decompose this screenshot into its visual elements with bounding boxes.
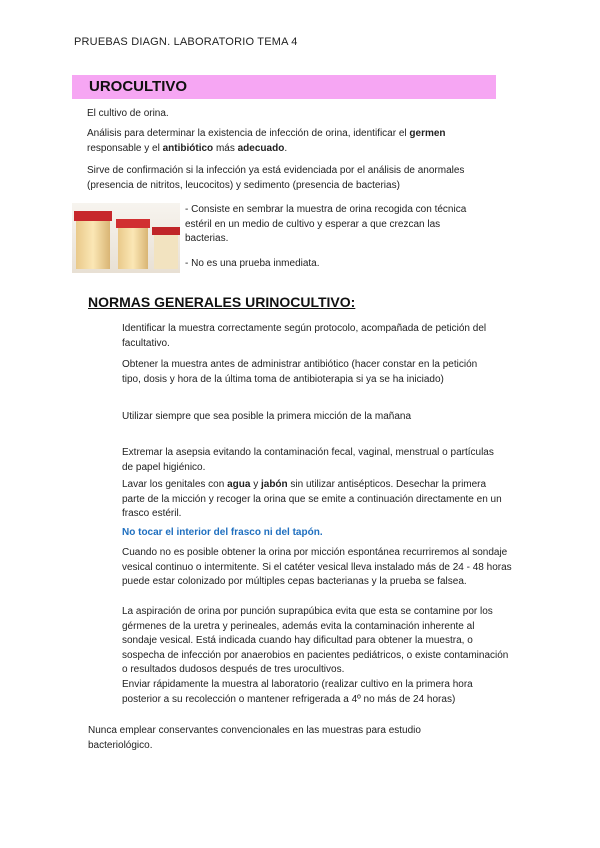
rule-1: Identificar la muestra correctamente según protocolo, acompañada de petición del facultativo.: [122, 323, 487, 349]
page-header: PRUEBAS DIAGN. LABORATORIO TEMA 4: [74, 36, 298, 48]
urine-cups-icon: [72, 203, 180, 273]
rule-9: Enviar rápidamente la muestra al laboratorio (realizar cultivo en la primera hora posterior a su recolección o mantener refrigerada a 4º no más de 24 horas): [122, 679, 473, 705]
rule-6-warning: No tocar el interior del frasco ni del tapón.: [122, 527, 323, 538]
intro-line-2: Análisis para determinar la existencia de infección de orina, identificar el germen responsable y el antibiótico más adecuado.: [87, 128, 446, 154]
rule-2: Obtener la muestra antes de administrar antibiótico (hacer constar en la petición tipo, dosis y hora de la última toma de antibioterapia si ya se ha iniciado): [122, 359, 478, 385]
rule-7: Cuando no es posible obtener la orina por micción espontánea recurriremos al sondaje vesical continuo o intermitente. Si el catéter vesical lleva instalado más de 24 - 48 horas puede estar colonizado por múltiples cepas bacterianas y la prueba se falsea.: [122, 547, 512, 587]
rule-10: Nunca emplear conservantes convencionales en las muestras para estudio bacteriológico.: [88, 725, 421, 751]
bullet-1: - Consiste en sembrar la muestra de orina recogida con técnica estéril en un medio de cultivo y esperar a que crezcan las bacterias.: [185, 204, 467, 244]
rule-3: Utilizar siempre que sea posible la primera micción de la mañana: [122, 411, 412, 422]
rule-8: La aspiración de orina por punción suprapúbica evita que esta se contamine por los gérmenes de la uretra y perineales, además evita la contaminación inherente al sondaje vesical. Está indicada cuando hay dificultad para obtener la muestra, o sospecha de infección por anaerobios en pacientes pediátricos, o existe contaminación o resultados dudosos después de tres urocultivos.: [122, 606, 509, 675]
rule-5: Lavar los genitales con agua y jabón sin utilizar antisépticos. Desechar la primera parte de la micción y recoger la orina que se emite a continuación directamente en un frasco estéril.: [122, 479, 502, 519]
intro-line-3: Sirve de confirmación si la infección ya está evidenciada por el análisis de anormales (presencia de nitritos, leucocitos) y sedimento (presencia de bacterias): [87, 165, 465, 191]
intro-line-1: El cultivo de orina.: [87, 108, 169, 119]
rule-4: Extremar la asepsia evitando la contaminación fecal, vaginal, menstrual o partículas de papel higiénico.: [122, 447, 494, 473]
urine-sample-photo: [72, 203, 180, 273]
page-title: UROCULTIVO: [89, 78, 188, 95]
bullet-2: - No es una prueba inmediata.: [185, 258, 320, 269]
section-title: NORMAS GENERALES URINOCULTIVO:: [88, 294, 356, 310]
